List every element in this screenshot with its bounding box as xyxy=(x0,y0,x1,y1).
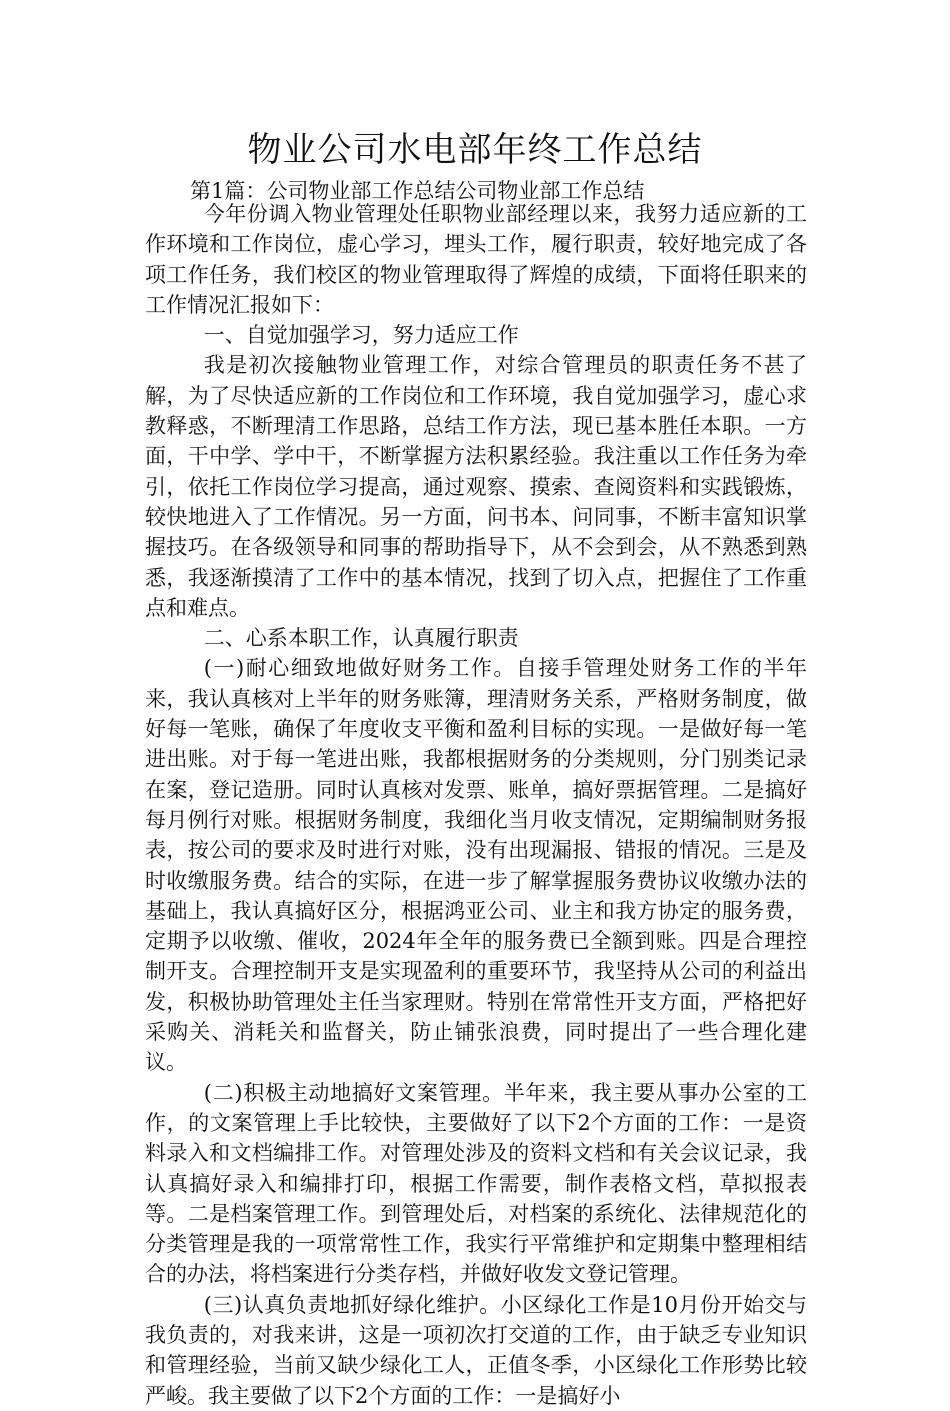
paragraph-intro: 今年份调入物业管理处任职物业部经理以来，我努力适应新的工作环境和工作岗位，虚心学习，埋头工作，履行职责，较好地完成了各项工作任务，我们校区的物业管理取得了辉煌的成绩，下面将任职来的工作情况汇报如下： xyxy=(145,202,807,317)
document-subtitle: 第1篇：公司物业部工作总结公司物业部工作总结 xyxy=(190,179,645,203)
paragraph-greening: (三)认真负责地抓好绿化维护。小区绿化工作是10月份开始交与我负责的，对我来讲，这是一项初次打交道的工作，由于缺乏专业知识和管理经验，当前又缺少绿化工人，正值冬季，小区绿化工作形势比较严峻。我主要做了以下2个方面的工作：一是搞好小 xyxy=(145,1292,807,1408)
paragraph-documents: (二)积极主动地搞好文案管理。半年来，我主要从事办公室的工作，的文案管理上手比较快，主要做好了以下2个方面的工作：一是资料录入和文档编排工作。对管理处涉及的资料文档和有关会议记录，我认真搞好录入和编排打印，根据工作需要，制作表格文档，草拟报表等。二是档案管理工作。到管理处后，对档案的系统化、法律规范化的分类管理是我的一项常常性工作，我实行平常维护和定期集中整理相结合的办法，将档案进行分类存档，并做好收发文登记管理。 xyxy=(145,1080,807,1287)
document-body xyxy=(145,199,807,1411)
heading-section-2: 二、心系本职工作，认真履行职责 xyxy=(203,626,519,651)
document-title: 物业公司水电部年终工作总结 xyxy=(247,130,703,170)
heading-section-1: 一、自觉加强学习，努力适应工作 xyxy=(203,323,519,348)
paragraph-finance: (一)耐心细致地做好财务工作。自接手管理处财务工作的半年来，我认真核对上半年的财务账簿，理清财务关系，严格财务制度，做好每一笔账，确保了年度收支平衡和盈利目标的实现。一是做好每一笔进出账。对于每一笔进出账，我都根据财务的分类规则，分门别类记录在案，登记造册。同时认真核对发票、账单，搞好票据管理。二是搞好每月例行对账。根据财务制度，我细化当月收支情况，定期编制财务报表，按公司的要求及时进行对账，没有出现漏报、错报的情况。三是及时收缴服务费。结合的实际，在进一步了解掌握服务费协议收缴办法的基础上，我认真搞好区分，根据鸿亚公司、业主和我方协定的服务费，定期予以收缴、催收，2024年全年的服务费已全额到账。四是合理控制开支。合理控制开支是实现盈利的重要环节，我坚持从公司的利益出发，积极协助管理处主任当家理财。特别在常常性开支方面，严格把好采购关、消耗关和监督关，防止铺张浪费，同时提出了一些合理化建议。 xyxy=(145,656,807,1075)
paragraph-section-1: 我是初次接触物业管理工作，对综合管理员的职责任务不甚了解，为了尽快适应新的工作岗位和工作环境，我自觉加强学习，虚心求教释惑，不断理清工作思路，总结工作方法，现已基本胜任本职。一方面，干中学、学中干，不断掌握方法积累经验。我注重以工作任务为牵引，依托工作岗位学习提高，通过观察、摸索、查阅资料和实践锻炼，较快地进入了工作情况。另一方面，问书本、问同事，不断丰富知识掌握技巧。在各级领导和同事的帮助指导下，从不会到会，从不熟悉到熟悉，我逐渐摸清了工作中的基本情况，找到了切入点，把握住了工作重点和难点。 xyxy=(145,353,807,620)
